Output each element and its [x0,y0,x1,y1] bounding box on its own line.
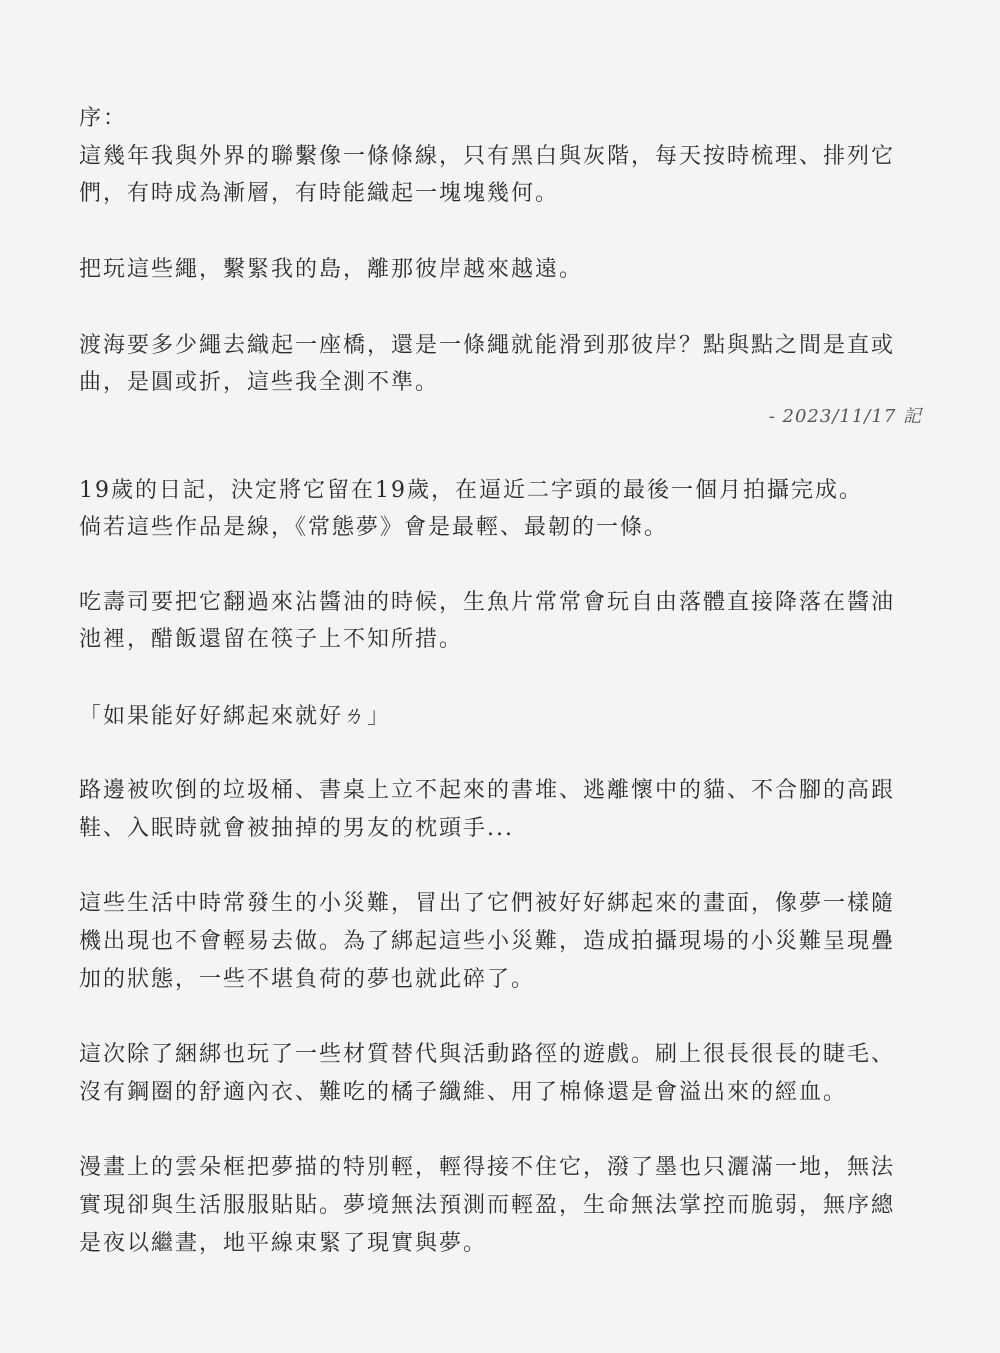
preface-signature: - 2023/11/17 記 [768,406,922,427]
body-p6-line1: 這次除了綑綁也玩了一些材質替代與活動路徑的遊戲。刷上很長很長的睫毛、 [79,1042,896,1067]
preface-p3-line1: 渡海要多少繩去織起一座橋，還是一條繩就能滑到那彼岸？點與點之間是直或 [79,333,896,358]
body-p4-line1: 路邊被吹倒的垃圾桶、書桌上立不起來的書堆、逃離懷中的貓、不合腳的高跟 [79,778,896,803]
body-p1-line2: 倘若這些作品是線，《常態夢》會是最輕、最韌的一條。 [79,515,669,540]
body-p6-line2: 沒有鋼圈的舒適內衣、難吃的橘子纖維、用了棉條還是會溢出來的經血。 [79,1080,848,1105]
body-p5-line3: 加的狀態，一些不堪負荷的夢也就此碎了。 [79,967,536,992]
preface-heading: 序： [79,106,128,131]
body-p5-line2: 機出現也不會輕易去做。為了綁起這些小災難，造成拍攝現場的小災難呈現疊 [79,929,896,954]
body-p1-line1: 19歲的日記，決定將它留在19歲，在逼近二字頭的最後一個月拍攝完成。 [79,478,863,503]
preface-p3-line2: 曲，是圓或折，這些我全測不準。 [79,370,440,395]
preface-p1-line1: 這幾年我與外界的聯繫像一條條線，只有黑白與灰階，每天按時梳理、排列它 [79,144,896,169]
body-p3-quote: 「如果能好好綁起來就好ㄌ」 [79,704,392,729]
preface-p1-line2: 們，有時成為漸層，有時能織起一塊塊幾何。 [79,181,560,206]
body-p2-line2: 池裡，醋飯還留在筷子上不知所措。 [79,627,464,652]
body-p2-line1: 吃壽司要把它翻過來沾醬油的時候，生魚片常常會玩自由落體直接降落在醬油 [79,590,896,615]
body-p7-line2: 實現卻與生活服服貼貼。夢境無法預測而輕盈，生命無法掌控而脆弱，無序總 [79,1193,896,1218]
preface-p2-line1: 把玩這些繩，繫緊我的島，離那彼岸越來越遠。 [79,257,584,282]
body-p7-line3: 是夜以繼晝，地平線束緊了現實與夢。 [79,1231,488,1256]
body-p5-line1: 這些生活中時常發生的小災難，冒出了它們被好好綁起來的畫面，像夢一樣隨 [79,891,896,916]
body-p4-line2: 鞋、入眠時就會被抽掉的男友的枕頭手... [79,816,514,841]
body-p7-line1: 漫畫上的雲朵框把夢描的特別輕，輕得接不住它，潑了墨也只灑滿一地，無法 [79,1155,896,1180]
